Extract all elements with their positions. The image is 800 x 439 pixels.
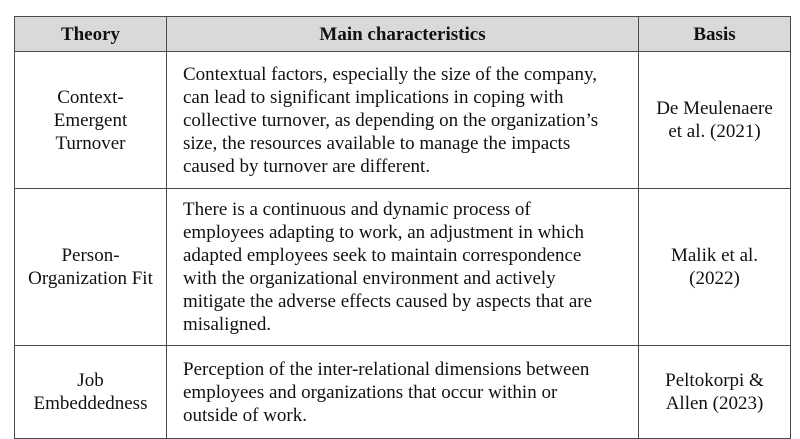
theory-line: Job <box>77 370 104 391</box>
main-characteristics-cell <box>167 189 639 346</box>
theory-line: Organization Fit <box>28 268 153 289</box>
table-row <box>15 52 791 189</box>
basis-line: De Meulenaere <box>656 98 773 119</box>
main-characteristics-cell <box>167 346 639 439</box>
main-line: can lead to significant implications in coping with <box>183 86 564 108</box>
main-line: Contextual factors, especially the size of the company, <box>183 63 597 85</box>
main-line: Perception of the inter-relational dimensions between <box>183 358 590 380</box>
theory-line: Turnover <box>55 132 126 154</box>
main-line: misaligned. <box>183 314 272 335</box>
basis-line: (2022) <box>689 268 740 289</box>
basis-line: Peltokorpi & <box>665 370 764 391</box>
main-line: employees and organizations that occur within or <box>183 381 558 403</box>
main-characteristics-cell <box>167 52 639 189</box>
basis-cell <box>639 189 791 346</box>
table-header <box>15 17 791 52</box>
main-line: employees adapting to work, an adjustment in which <box>183 222 585 243</box>
basis-line: Allen (2023) <box>665 393 764 414</box>
basis-cell <box>639 52 791 189</box>
main-line: mitigate the adverse effects caused by aspects that are <box>183 291 593 312</box>
theory-cell <box>15 346 167 439</box>
main-line: adapted employees seek to maintain correspondence <box>183 245 582 266</box>
main-line: with the organizational environment and actively <box>183 268 556 289</box>
basis-cell <box>639 346 791 439</box>
theory-line: Embeddedness <box>33 393 148 414</box>
table-row <box>15 189 791 346</box>
header-row <box>15 17 791 52</box>
main-line: caused by turnover are different. <box>183 155 431 177</box>
theory-line: Emergent <box>53 109 128 131</box>
theory-cell <box>15 52 167 189</box>
main-line: There is a continuous and dynamic process of <box>183 199 531 220</box>
theory-table <box>14 16 791 439</box>
basis-line: Malik et al. <box>670 245 759 266</box>
theory-line: Context- <box>57 86 124 108</box>
main-line: collective turnover, as depending on the organization’s <box>183 109 599 131</box>
table-row <box>15 346 791 439</box>
theory-line: Person- <box>61 245 120 266</box>
main-line: outside of work. <box>183 404 308 426</box>
header-basis: Basis <box>639 17 791 52</box>
main-line: size, the resources available to manage the impacts <box>183 132 571 154</box>
theory-cell <box>15 189 167 346</box>
table-body <box>15 52 791 439</box>
header-theory: Theory <box>15 17 167 52</box>
header-main-characteristics: Main characteristics <box>167 17 639 52</box>
basis-line: et al. (2021) <box>668 121 761 142</box>
